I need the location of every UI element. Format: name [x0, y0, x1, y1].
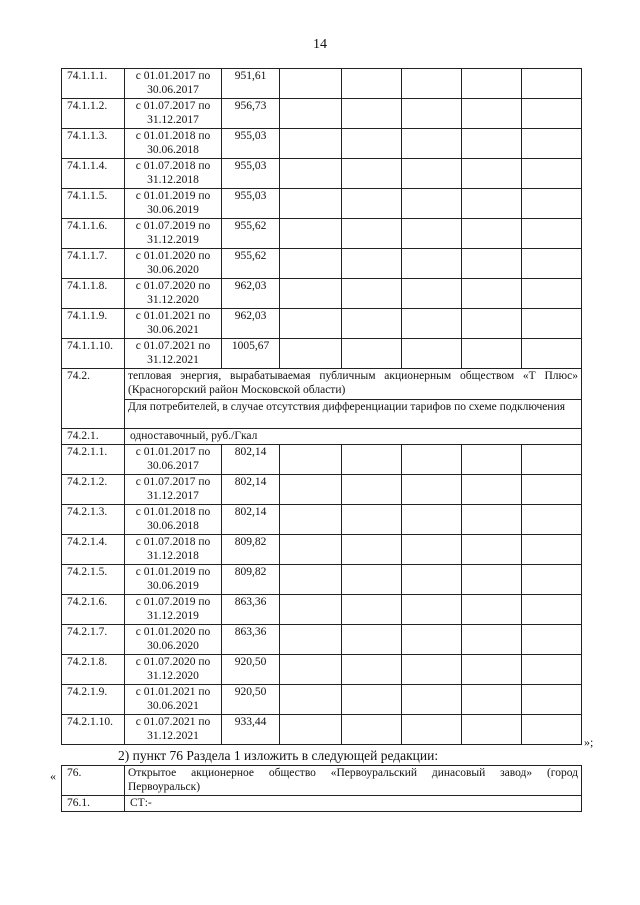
period-cell — [125, 249, 222, 279]
row-code: 74.1.1.10. — [62, 339, 125, 369]
row-code: 74.2.1.5. — [62, 565, 125, 595]
period-cell — [125, 309, 222, 339]
empty-cell — [402, 309, 462, 339]
price-cell: 962,03 — [222, 309, 280, 339]
price-cell: 802,14 — [222, 475, 280, 505]
empty-cell — [462, 595, 522, 625]
page-number: 14 — [313, 37, 327, 52]
empty-cell — [280, 535, 342, 565]
period-end: 30.06.2018 — [147, 144, 199, 156]
section-74-2-header — [62, 369, 582, 445]
price-cell: 920,50 — [222, 655, 280, 685]
empty-cell — [462, 655, 522, 685]
empty-cell — [402, 715, 462, 745]
empty-cell — [462, 685, 522, 715]
row-code: 74.1.1.1. — [62, 69, 125, 99]
period-start: с 01.01.2017 по — [135, 446, 211, 458]
period-start: с 01.07.2019 по — [135, 220, 211, 232]
period-end: 31.12.2019 — [147, 610, 199, 622]
period-start: с 01.01.2018 по — [135, 130, 211, 142]
empty-cell — [280, 655, 342, 685]
period-cell — [125, 129, 222, 159]
empty-cell — [280, 505, 342, 535]
empty-cell — [342, 475, 402, 505]
row-code: 74.2.1.7. — [62, 625, 125, 655]
price-cell: 955,62 — [222, 219, 280, 249]
row-code: 74.1.1.3. — [62, 129, 125, 159]
period-end: 30.06.2021 — [147, 700, 199, 712]
empty-cell — [522, 219, 582, 249]
period-start: с 01.07.2018 по — [135, 160, 211, 172]
period-start: с 01.01.2019 по — [135, 190, 211, 202]
empty-cell — [342, 279, 402, 309]
empty-cell — [342, 715, 402, 745]
period-cell — [125, 445, 222, 475]
period-cell — [125, 655, 222, 685]
empty-cell — [342, 565, 402, 595]
price-cell: 1005,67 — [222, 339, 280, 369]
empty-cell — [522, 595, 582, 625]
empty-cell — [462, 219, 522, 249]
opening-quote-mark: « — [50, 769, 56, 783]
period-end: 31.12.2018 — [147, 550, 199, 562]
period-cell — [125, 339, 222, 369]
price-cell: 955,62 — [222, 249, 280, 279]
tariff-row — [62, 475, 582, 505]
empty-cell — [342, 505, 402, 535]
empty-cell — [462, 535, 522, 565]
empty-cell — [402, 445, 462, 475]
empty-cell — [280, 159, 342, 189]
tariff-row — [62, 279, 582, 309]
empty-cell — [402, 655, 462, 685]
section-74-2-1-code: 74.2.1. — [62, 429, 125, 445]
empty-cell — [462, 129, 522, 159]
empty-cell — [522, 655, 582, 685]
price-cell: 951,61 — [222, 69, 280, 99]
price-cell: 956,73 — [222, 99, 280, 129]
period-start: с 01.01.2020 по — [135, 626, 211, 638]
row-code: 74.2.1.3. — [62, 505, 125, 535]
tariff-row — [62, 129, 582, 159]
empty-cell — [402, 685, 462, 715]
empty-cell — [462, 445, 522, 475]
empty-cell — [280, 279, 342, 309]
empty-cell — [522, 505, 582, 535]
empty-cell — [462, 505, 522, 535]
tariff-row — [62, 219, 582, 249]
period-start: с 01.07.2017 по — [135, 476, 211, 488]
empty-cell — [402, 535, 462, 565]
empty-cell — [402, 625, 462, 655]
period-start: с 01.01.2018 по — [135, 506, 211, 518]
period-end: 30.06.2020 — [147, 640, 199, 652]
empty-cell — [522, 565, 582, 595]
price-cell: 863,36 — [222, 595, 280, 625]
section-76-code: 76. — [62, 766, 125, 796]
price-cell: 955,03 — [222, 129, 280, 159]
empty-cell — [462, 69, 522, 99]
price-cell: 863,36 — [222, 625, 280, 655]
period-cell — [125, 685, 222, 715]
empty-cell — [402, 565, 462, 595]
section-76-1-code: 76.1. — [62, 796, 125, 812]
section-74-2-consumers: Для потребителей, в случае отсутствия дифференциации тарифов по схеме подключения — [125, 400, 582, 429]
empty-cell — [522, 189, 582, 219]
empty-cell — [280, 595, 342, 625]
period-cell — [125, 475, 222, 505]
empty-cell — [342, 249, 402, 279]
period-end: 31.12.2019 — [147, 234, 199, 246]
period-start: с 01.07.2020 по — [135, 656, 211, 668]
empty-cell — [462, 309, 522, 339]
empty-cell — [280, 69, 342, 99]
period-start: с 01.01.2019 по — [135, 566, 211, 578]
period-cell — [125, 715, 222, 745]
empty-cell — [342, 219, 402, 249]
section-76-text: Открытое акционерное общество «Первоуральский динасовый завод» (город Первоуральск) — [125, 766, 582, 796]
empty-cell — [280, 565, 342, 595]
row-code: 74.1.1.9. — [62, 309, 125, 339]
empty-cell — [462, 189, 522, 219]
period-cell — [125, 595, 222, 625]
period-end: 30.06.2021 — [147, 324, 199, 336]
tariff-row — [62, 309, 582, 339]
empty-cell — [522, 339, 582, 369]
paragraph-76-intro: 2) пункт 76 Раздела 1 изложить в следующей редакции: — [118, 748, 439, 763]
period-start: с 01.01.2021 по — [135, 686, 211, 698]
price-cell: 933,44 — [222, 715, 280, 745]
empty-cell — [280, 189, 342, 219]
section-76-row — [62, 766, 582, 796]
section-74-2-supplier: тепловая энергия, вырабатываемая публичным акционерным обществом «Т Плюс» (Красногорский район Московской области) — [125, 369, 582, 400]
empty-cell — [402, 475, 462, 505]
section-74-2-row — [62, 369, 582, 400]
empty-cell — [280, 129, 342, 159]
empty-cell — [342, 99, 402, 129]
empty-cell — [522, 159, 582, 189]
period-end: 31.12.2017 — [147, 114, 199, 126]
period-start: с 01.01.2017 по — [135, 70, 211, 82]
empty-cell — [462, 625, 522, 655]
empty-cell — [342, 129, 402, 159]
empty-cell — [522, 249, 582, 279]
empty-cell — [522, 535, 582, 565]
empty-cell — [402, 69, 462, 99]
tariff-row — [62, 249, 582, 279]
period-start: с 01.07.2017 по — [135, 100, 211, 112]
section-74-2-code: 74.2. — [62, 369, 125, 429]
empty-cell — [462, 565, 522, 595]
empty-cell — [342, 535, 402, 565]
empty-cell — [342, 309, 402, 339]
row-code: 74.1.1.8. — [62, 279, 125, 309]
empty-cell — [402, 339, 462, 369]
section-76-table — [61, 765, 582, 812]
tariff-row — [62, 715, 582, 745]
price-cell: 802,14 — [222, 505, 280, 535]
empty-cell — [280, 249, 342, 279]
empty-cell — [462, 159, 522, 189]
period-cell — [125, 505, 222, 535]
period-end: 30.06.2020 — [147, 264, 199, 276]
period-end: 30.06.2019 — [147, 204, 199, 216]
period-end: 30.06.2017 — [147, 460, 199, 472]
empty-cell — [280, 625, 342, 655]
row-code: 74.1.1.4. — [62, 159, 125, 189]
row-code: 74.2.1.4. — [62, 535, 125, 565]
price-cell: 962,03 — [222, 279, 280, 309]
tariff-row — [62, 505, 582, 535]
period-start: с 01.07.2021 по — [135, 340, 211, 352]
period-start: с 01.07.2020 по — [135, 280, 211, 292]
period-cell — [125, 279, 222, 309]
empty-cell — [342, 595, 402, 625]
tariff-row — [62, 655, 582, 685]
period-end: 30.06.2019 — [147, 580, 199, 592]
empty-cell — [522, 445, 582, 475]
tariff-row — [62, 565, 582, 595]
period-cell — [125, 159, 222, 189]
period-end: 31.12.2017 — [147, 490, 199, 502]
empty-cell — [280, 685, 342, 715]
empty-cell — [342, 189, 402, 219]
empty-cell — [402, 219, 462, 249]
empty-cell — [522, 69, 582, 99]
empty-cell — [280, 339, 342, 369]
period-cell — [125, 219, 222, 249]
period-cell — [125, 69, 222, 99]
row-code: 74.2.1.6. — [62, 595, 125, 625]
empty-cell — [462, 339, 522, 369]
empty-cell — [402, 189, 462, 219]
period-cell — [125, 535, 222, 565]
row-code: 74.2.1.8. — [62, 655, 125, 685]
row-code: 74.2.1.2. — [62, 475, 125, 505]
empty-cell — [402, 159, 462, 189]
empty-cell — [342, 655, 402, 685]
row-code: 74.2.1.9. — [62, 685, 125, 715]
empty-cell — [402, 505, 462, 535]
empty-cell — [522, 279, 582, 309]
period-start: с 01.01.2020 по — [135, 250, 211, 262]
tariff-row — [62, 189, 582, 219]
tariff-row — [62, 69, 582, 99]
closing-quote-mark: »; — [584, 735, 594, 749]
section-74-2-1-label: одноставочный, руб./Гкал — [125, 429, 582, 445]
section-76-1-text: СТ:- — [125, 796, 582, 812]
period-end: 30.06.2017 — [147, 84, 199, 96]
empty-cell — [402, 129, 462, 159]
period-end: 31.12.2018 — [147, 174, 199, 186]
row-code: 74.2.1.1. — [62, 445, 125, 475]
row-code: 74.1.1.5. — [62, 189, 125, 219]
row-code: 74.1.1.6. — [62, 219, 125, 249]
price-cell: 809,82 — [222, 565, 280, 595]
empty-cell — [522, 685, 582, 715]
empty-cell — [462, 475, 522, 505]
period-cell — [125, 625, 222, 655]
section-74-1-rows — [62, 69, 582, 369]
empty-cell — [342, 625, 402, 655]
price-cell: 920,50 — [222, 685, 280, 715]
period-end: 31.12.2021 — [147, 354, 199, 366]
row-code: 74.1.1.7. — [62, 249, 125, 279]
period-start: с 01.07.2019 по — [135, 596, 211, 608]
tariff-row — [62, 685, 582, 715]
empty-cell — [402, 595, 462, 625]
tariff-table — [61, 68, 582, 745]
empty-cell — [462, 99, 522, 129]
empty-cell — [522, 715, 582, 745]
empty-cell — [280, 219, 342, 249]
empty-cell — [280, 309, 342, 339]
empty-cell — [462, 715, 522, 745]
period-start: с 01.01.2021 по — [135, 310, 211, 322]
empty-cell — [342, 339, 402, 369]
section-76-1-row — [62, 796, 582, 812]
price-cell: 809,82 — [222, 535, 280, 565]
empty-cell — [280, 715, 342, 745]
empty-cell — [402, 279, 462, 309]
empty-cell — [280, 445, 342, 475]
price-cell: 955,03 — [222, 189, 280, 219]
period-start: с 01.07.2018 по — [135, 536, 211, 548]
empty-cell — [402, 99, 462, 129]
period-end: 30.06.2018 — [147, 520, 199, 532]
empty-cell — [342, 445, 402, 475]
section-74-2-1-row — [62, 429, 582, 445]
period-end: 31.12.2020 — [147, 294, 199, 306]
empty-cell — [522, 129, 582, 159]
period-end: 31.12.2020 — [147, 670, 199, 682]
empty-cell — [522, 625, 582, 655]
tariff-row — [62, 99, 582, 129]
tariff-row — [62, 625, 582, 655]
empty-cell — [342, 69, 402, 99]
empty-cell — [402, 249, 462, 279]
price-cell: 955,03 — [222, 159, 280, 189]
empty-cell — [462, 249, 522, 279]
tariff-row — [62, 535, 582, 565]
tariff-row — [62, 159, 582, 189]
empty-cell — [342, 685, 402, 715]
tariff-row — [62, 595, 582, 625]
empty-cell — [522, 309, 582, 339]
empty-cell — [280, 99, 342, 129]
tariff-row — [62, 339, 582, 369]
period-start: с 01.07.2021 по — [135, 716, 211, 728]
empty-cell — [462, 279, 522, 309]
section-74-2-consumers-row — [62, 400, 582, 429]
period-cell — [125, 565, 222, 595]
empty-cell — [280, 475, 342, 505]
section-74-2-rows — [62, 445, 582, 745]
empty-cell — [522, 475, 582, 505]
period-cell — [125, 189, 222, 219]
empty-cell — [522, 99, 582, 129]
price-cell: 802,14 — [222, 445, 280, 475]
empty-cell — [342, 159, 402, 189]
tariff-row — [62, 445, 582, 475]
row-code: 74.1.1.2. — [62, 99, 125, 129]
period-end: 31.12.2021 — [147, 730, 199, 742]
period-cell — [125, 99, 222, 129]
row-code: 74.2.1.10. — [62, 715, 125, 745]
